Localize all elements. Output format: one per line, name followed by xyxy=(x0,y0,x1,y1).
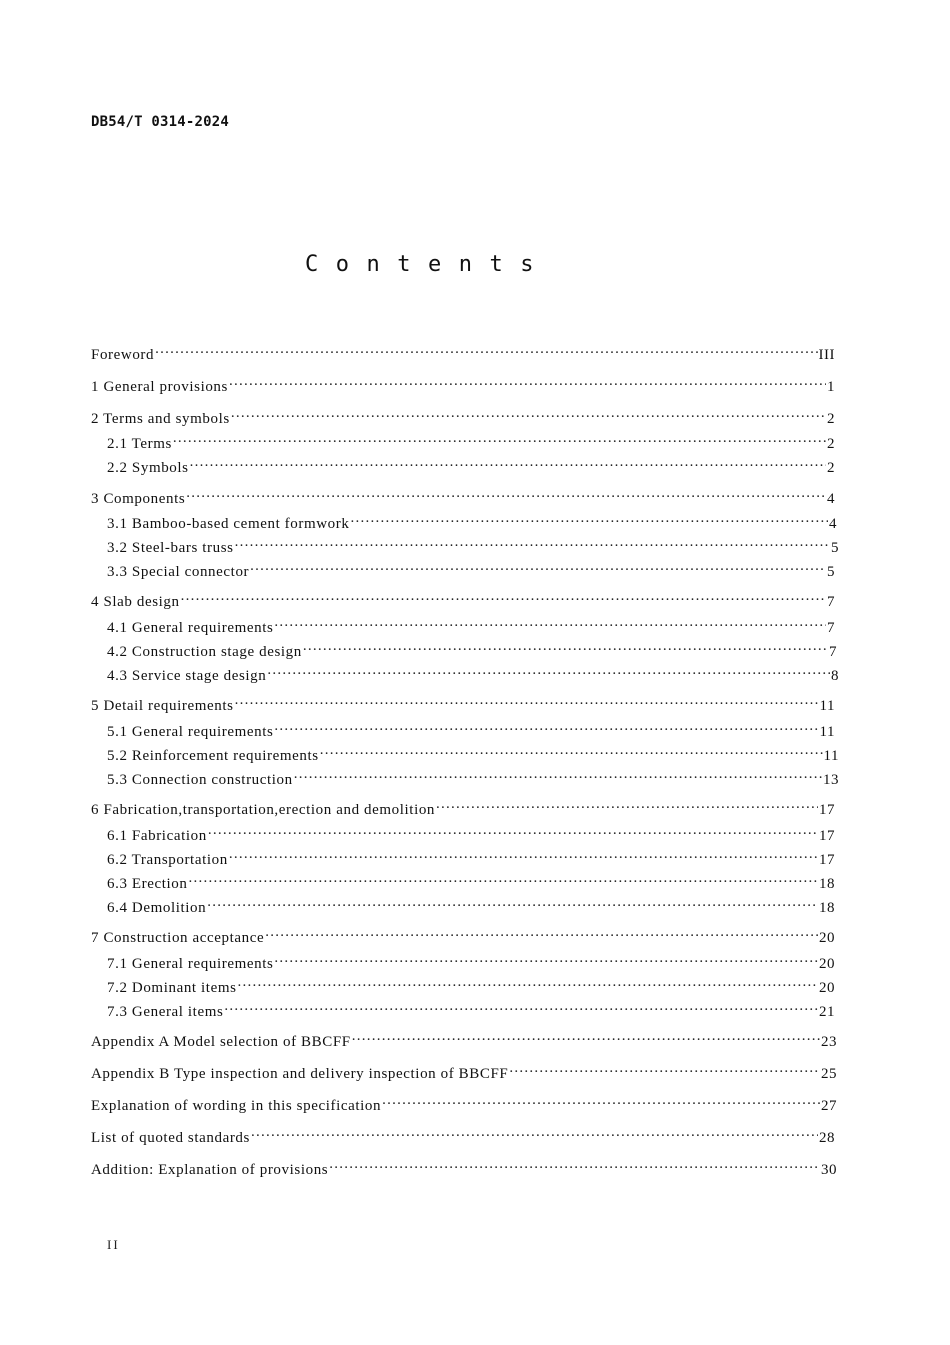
toc-entry-title: 4 Slab design xyxy=(91,594,180,610)
toc-leader-dots xyxy=(190,452,826,472)
toc-leader-dots xyxy=(320,740,823,760)
toc-leader-dots xyxy=(250,556,826,576)
toc-leader-dots xyxy=(267,660,830,680)
toc-entry-title: Addition: Explanation of provisions xyxy=(91,1162,329,1178)
toc-entry-5-3[interactable] xyxy=(107,764,839,788)
toc-entry-3-1[interactable] xyxy=(107,508,837,532)
toc-entry-5-1[interactable] xyxy=(107,716,835,740)
toc-leader-dots xyxy=(382,1090,820,1110)
toc-entry-title: 7.1 General requirements xyxy=(107,956,274,972)
toc-leader-dots xyxy=(352,1026,820,1046)
toc-entry-page: 27 xyxy=(821,1098,837,1114)
toc-entry-provisions[interactable] xyxy=(91,1154,837,1178)
toc-entry-page: 17 xyxy=(819,802,835,818)
toc-leader-dots xyxy=(350,508,828,528)
toc-entry-page: 23 xyxy=(821,1034,837,1050)
toc-entry-6-3[interactable] xyxy=(107,868,835,892)
toc-entry-title: 5.2 Reinforcement requirements xyxy=(107,748,319,764)
toc-entry-title: 7.3 General items xyxy=(107,1004,224,1020)
toc-leader-dots xyxy=(329,1154,820,1174)
toc-leader-dots xyxy=(231,403,826,423)
toc-leader-dots xyxy=(235,532,830,552)
toc-leader-dots xyxy=(509,1058,820,1078)
toc-leader-dots xyxy=(294,764,822,784)
toc-entry-2-1[interactable] xyxy=(107,428,835,452)
toc-entry-title: 2.1 Terms xyxy=(107,436,172,452)
toc-entry-page: 25 xyxy=(821,1066,837,1082)
toc-entry-page: 18 xyxy=(819,900,835,916)
toc-entry-title: 5.3 Connection construction xyxy=(107,772,293,788)
toc-entry-3[interactable] xyxy=(91,483,835,507)
toc-entry-title: 6.4 Demolition xyxy=(107,900,207,916)
toc-entry-page: 4 xyxy=(829,516,837,532)
toc-entry-page: 2 xyxy=(827,460,835,476)
toc-entry-3-3[interactable] xyxy=(107,556,835,580)
toc-entry-title: 5 Detail requirements xyxy=(91,698,234,714)
document-code: DB54/T 0314-2024 xyxy=(91,114,230,130)
toc-entry-title: 7 Construction acceptance xyxy=(91,930,265,946)
toc-entry-page: 20 xyxy=(819,930,835,946)
toc-entry-title: Appendix A Model selection of BBCFF xyxy=(91,1034,351,1050)
toc-entry-title: Appendix B Type inspection and delivery inspection of BBCFF xyxy=(91,1066,509,1082)
toc-entry-5[interactable] xyxy=(91,690,835,714)
toc-entry-7-1[interactable] xyxy=(107,948,835,972)
toc-entry-7-2[interactable] xyxy=(107,972,835,996)
toc-entry-page: 4 xyxy=(827,491,835,507)
toc-entry-title: 3 Components xyxy=(91,491,186,507)
toc-leader-dots xyxy=(238,972,818,992)
toc-entry-title: 4.3 Service stage design xyxy=(107,668,267,684)
toc-leader-dots xyxy=(229,844,818,864)
toc-entry-title: 3.2 Steel-bars truss xyxy=(107,540,234,556)
toc-entry-page: 1 xyxy=(827,379,835,395)
toc-entry-appendix-a[interactable] xyxy=(91,1026,837,1050)
toc-entry-1[interactable] xyxy=(91,371,835,395)
toc-entry-title: 2 Terms and symbols xyxy=(91,411,230,427)
toc-leader-dots xyxy=(173,428,826,448)
toc-entry-foreword[interactable] xyxy=(91,339,835,363)
toc-entry-title: 1 General provisions xyxy=(91,379,228,395)
toc-entry-page: 28 xyxy=(819,1130,835,1146)
toc-leader-dots xyxy=(436,794,818,814)
toc-entry-wording[interactable] xyxy=(91,1090,837,1114)
toc-entry-title: 3.3 Special connector xyxy=(107,564,250,580)
toc-entry-title: Foreword xyxy=(91,347,155,363)
toc-leader-dots xyxy=(274,948,818,968)
contents-title: Contents xyxy=(305,252,551,277)
toc-entry-5-2[interactable] xyxy=(107,740,839,764)
toc-entry-4-1[interactable] xyxy=(107,612,835,636)
toc-entry-page: 5 xyxy=(827,564,835,580)
toc-entry-title: 4.1 General requirements xyxy=(107,620,274,636)
toc-entry-2-2[interactable] xyxy=(107,452,835,476)
toc-entry-title: 3.1 Bamboo-based cement formwork xyxy=(107,516,350,532)
toc-entry-4-3[interactable] xyxy=(107,660,839,684)
toc-entry-title: 5.1 General requirements xyxy=(107,724,274,740)
toc-entry-3-2[interactable] xyxy=(107,532,839,556)
toc-entry-page: III xyxy=(818,347,835,363)
toc-entry-title: List of quoted standards xyxy=(91,1130,250,1146)
toc-entry-page: 7 xyxy=(829,644,837,660)
toc-leader-dots xyxy=(251,1122,818,1142)
toc-leader-dots xyxy=(274,612,826,632)
toc-entry-2[interactable] xyxy=(91,403,835,427)
toc-leader-dots xyxy=(224,996,818,1016)
toc-entry-page: 17 xyxy=(819,852,835,868)
toc-entry-title: 7.2 Dominant items xyxy=(107,980,237,996)
toc-entry-6-1[interactable] xyxy=(107,820,835,844)
toc-entry-title: 2.2 Symbols xyxy=(107,460,189,476)
toc-leader-dots xyxy=(189,868,818,888)
toc-entry-title: 4.2 Construction stage design xyxy=(107,644,302,660)
toc-leader-dots xyxy=(186,483,826,503)
toc-entry-page: 11 xyxy=(823,748,839,764)
toc-entry-title: Explanation of wording in this specification xyxy=(91,1098,382,1114)
toc-entry-page: 11 xyxy=(819,724,835,740)
toc-leader-dots xyxy=(207,892,818,912)
toc-leader-dots xyxy=(265,922,818,942)
toc-entry-appendix-b[interactable] xyxy=(91,1058,837,1082)
toc-entry-page: 7 xyxy=(827,594,835,610)
toc-entry-page: 2 xyxy=(827,411,835,427)
toc-entry-page: 2 xyxy=(827,436,835,452)
toc-entry-page: 8 xyxy=(831,668,839,684)
toc-leader-dots xyxy=(155,339,817,359)
toc-entry-page: 20 xyxy=(819,980,835,996)
toc-leader-dots xyxy=(229,371,826,391)
toc-entry-6[interactable] xyxy=(91,794,835,818)
toc-entry-4-2[interactable] xyxy=(107,636,837,660)
toc-leader-dots xyxy=(235,690,819,710)
toc-entry-title: 6 Fabrication,transportation,erection and demolition xyxy=(91,802,436,818)
toc-leader-dots xyxy=(274,716,818,736)
toc-entry-page: 20 xyxy=(819,956,835,972)
page-number: II xyxy=(107,1237,120,1252)
toc-entry-page: 7 xyxy=(827,620,835,636)
toc-leader-dots xyxy=(181,586,826,606)
toc-entry-page: 5 xyxy=(831,540,839,556)
toc-entry-7-3[interactable] xyxy=(107,996,835,1020)
toc-entry-title: 6.1 Fabrication xyxy=(107,828,207,844)
toc-entry-page: 17 xyxy=(819,828,835,844)
toc-entry-6-2[interactable] xyxy=(107,844,835,868)
toc-entry-7[interactable] xyxy=(91,922,835,946)
toc-entry-page: 18 xyxy=(819,876,835,892)
toc-leader-dots xyxy=(303,636,828,656)
toc-entry-4[interactable] xyxy=(91,586,835,610)
toc-leader-dots xyxy=(208,820,818,840)
toc-entry-page: 13 xyxy=(823,772,839,788)
toc-entry-6-4[interactable] xyxy=(107,892,835,916)
toc-entry-title: 6.3 Erection xyxy=(107,876,188,892)
toc-entry-page: 11 xyxy=(819,698,835,714)
toc-entry-title: 6.2 Transportation xyxy=(107,852,228,868)
toc-entry-standards[interactable] xyxy=(91,1122,835,1146)
toc-entry-page: 21 xyxy=(819,1004,835,1020)
toc-entry-page: 30 xyxy=(821,1162,837,1178)
